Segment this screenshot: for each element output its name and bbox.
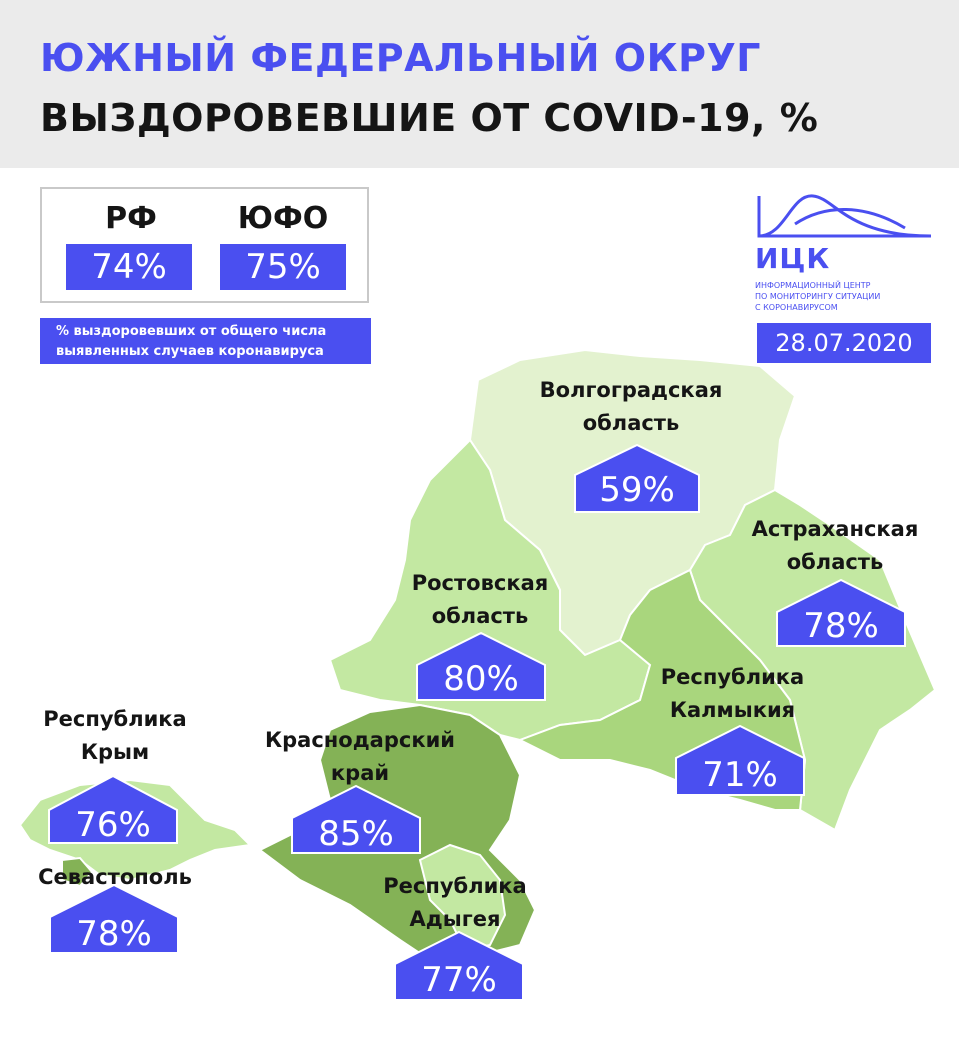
rf-label: РФ <box>105 201 157 236</box>
label-sevastopol: Севастополь <box>38 865 192 889</box>
label-rostov: Ростовская область <box>411 571 549 628</box>
page-title: ЮЖНЫЙ ФЕДЕРАЛЬНЫЙ ОКРУГ <box>40 36 761 80</box>
logo-subtitle: ИНФОРМАЦИОННЫЙ ЦЕНТР ПО МОНИТОРИНГУ СИТУАЦИИ С КОРОНАВИРУСОМ <box>755 281 881 312</box>
value-volgograd: 59% <box>599 470 675 510</box>
value-rostov: 80% <box>443 659 519 699</box>
value-crimea: 76% <box>75 805 151 845</box>
value-adygea: 77% <box>421 960 497 1000</box>
label-volgograd: Волгоградская область <box>539 378 723 435</box>
report-date: 28.07.2020 <box>757 323 931 363</box>
page-subtitle: ВЫЗДОРОВЕВШИЕ ОТ COVID-19, % <box>40 96 819 140</box>
value-astrakhan: 78% <box>803 606 879 646</box>
ufo-label: ЮФО <box>237 201 329 236</box>
label-crimea: Республика Крым <box>43 707 187 764</box>
label-krasnodar: Краснодарский край <box>264 728 456 785</box>
ufo-value: 75% <box>220 244 346 290</box>
label-kalmykia: Республика Калмыкия <box>660 665 805 722</box>
value-krasnodar: 85% <box>318 814 394 854</box>
value-kalmykia: 71% <box>702 755 778 795</box>
logo-name: ИЦК <box>755 242 831 275</box>
label-astrakhan: Астраханская область <box>751 517 919 574</box>
value-sevastopol: 78% <box>76 914 152 954</box>
label-adygea: Республика Адыгея <box>383 874 527 931</box>
rf-value: 74% <box>66 244 192 290</box>
summary-note: % выздоровевших от общего числа выявленных случаев коронавируса <box>40 318 371 364</box>
